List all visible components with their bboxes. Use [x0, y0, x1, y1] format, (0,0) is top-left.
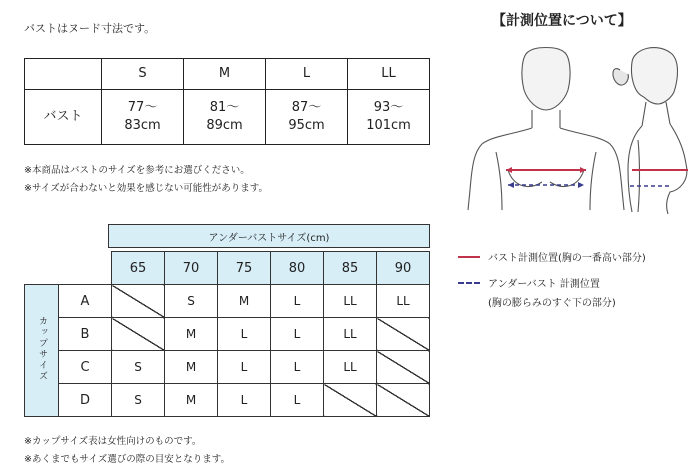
- bust-size-table: [24, 58, 430, 145]
- bust-range-l: 87〜 95cm: [266, 90, 348, 145]
- cup-size-table: [24, 251, 430, 417]
- bust-range-s: 77〜 83cm: [102, 90, 184, 145]
- body-illustration: [462, 40, 694, 220]
- table-cell: LL: [324, 351, 377, 384]
- bust-row-label: バスト: [25, 90, 102, 145]
- table-cell: S: [112, 351, 165, 384]
- legend-under-swatch: [458, 282, 480, 284]
- cup-c: C: [59, 351, 112, 384]
- table-cell: L: [218, 351, 271, 384]
- table-cell: M: [165, 384, 218, 417]
- table-cell: L: [271, 285, 324, 318]
- legend-under-label: アンダーバスト 計測位置: [488, 279, 600, 290]
- bust-range-m: 81〜 89cm: [184, 90, 266, 145]
- table-cell: L: [218, 318, 271, 351]
- note-top-1: ※本商品はバストのサイズを参考にお選びください。: [24, 165, 250, 176]
- corner-empty: [59, 252, 112, 285]
- under-bust-header: アンダーバストサイズ(cm): [108, 224, 430, 248]
- table-cell: [377, 351, 430, 384]
- table-cell: M: [165, 351, 218, 384]
- bust-range-ll: 93〜 101cm: [348, 90, 430, 145]
- cup-b: B: [59, 318, 112, 351]
- under-size-85: 85: [324, 252, 377, 285]
- legend-under-sublabel: (胸の膨らみのすぐ下の部分): [488, 298, 616, 309]
- under-size-70: 70: [165, 252, 218, 285]
- table-cell: M: [165, 318, 218, 351]
- size-header-ll: LL: [348, 59, 430, 90]
- under-size-80: 80: [271, 252, 324, 285]
- under-size-65: 65: [112, 252, 165, 285]
- table-cell: [112, 285, 165, 318]
- corner-empty: [25, 252, 59, 285]
- cup-size-label: カップサイズ: [25, 285, 59, 417]
- size-header-s: S: [102, 59, 184, 90]
- side-figure-illustration: [613, 48, 687, 214]
- intro-text: バストはヌード寸法です。: [24, 22, 156, 35]
- measure-title: 【計測位置について】: [492, 13, 632, 29]
- under-size-90: 90: [377, 252, 430, 285]
- table-cell: L: [218, 384, 271, 417]
- table-cell: L: [271, 318, 324, 351]
- table-cell: [377, 318, 430, 351]
- table-cell: LL: [377, 285, 430, 318]
- table-cell: M: [218, 285, 271, 318]
- size-header-l: L: [266, 59, 348, 90]
- note-top-2: ※サイズが合わないと効果を感じない可能性があります。: [24, 183, 268, 194]
- table-corner: [25, 59, 102, 90]
- cup-a: A: [59, 285, 112, 318]
- table-cell: [324, 384, 377, 417]
- under-size-75: 75: [218, 252, 271, 285]
- table-cell: S: [165, 285, 218, 318]
- table-cell: L: [271, 384, 324, 417]
- table-cell: LL: [324, 285, 377, 318]
- table-cell: [377, 384, 430, 417]
- legend-bust-label: バスト計測位置(胸の一番高い部分): [488, 253, 646, 264]
- note-bottom-2: ※あくまでもサイズ選びの際の目安となります。: [24, 454, 230, 465]
- table-cell: LL: [324, 318, 377, 351]
- table-cell: L: [271, 351, 324, 384]
- legend-bust-swatch: [458, 256, 480, 258]
- table-cell: S: [112, 384, 165, 417]
- note-bottom-1: ※カップサイズ表は女性向けのものです。: [24, 436, 202, 447]
- size-header-m: M: [184, 59, 266, 90]
- cup-d: D: [59, 384, 112, 417]
- table-cell: [112, 318, 165, 351]
